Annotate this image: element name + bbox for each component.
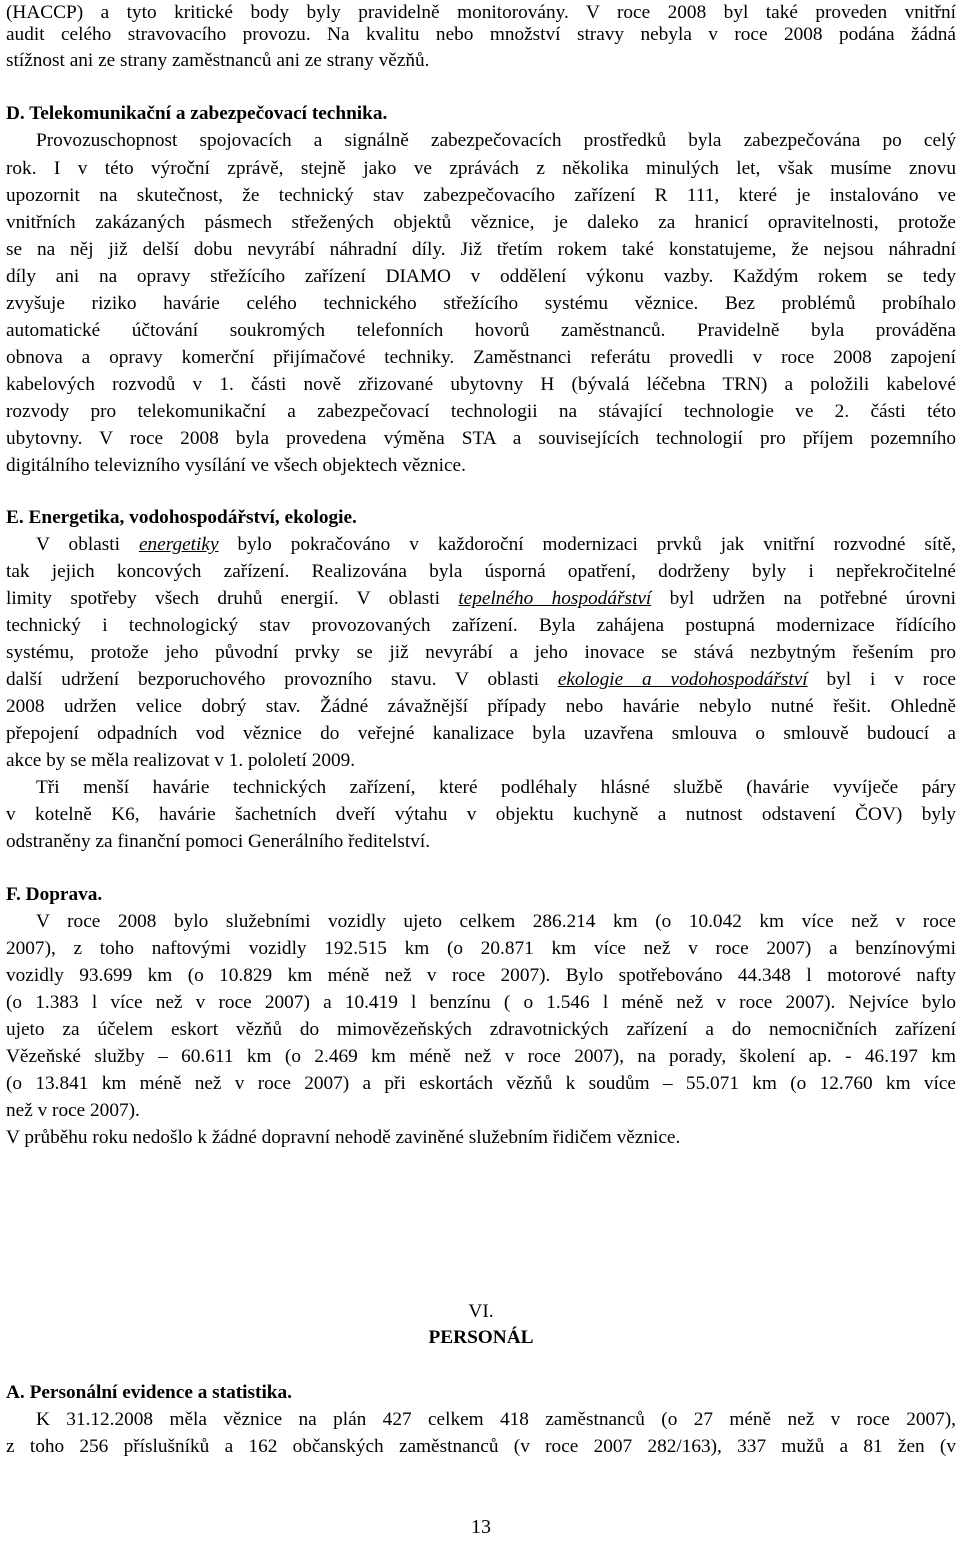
paragraph-line: zvyšuje riziko havárie celého technického střežícího systému věznice. Bez problémů probíhalo <box>6 293 956 314</box>
paragraph-line: upozornit na skutečnost, že technický stav zabezpečovacího zařízení R 111, které je instalováno ve <box>6 185 956 206</box>
paragraph-line: (o 1.383 l více než v roce 2007) a 10.419 l benzínu ( o 1.546 l méně než v roce 2007). Nejvíce bylo <box>6 992 956 1013</box>
paragraph-line: ujeto za účelem eskort vězňů do mimovězeňských zdravotnických zařízení a do nemocničních zařízení <box>6 1019 956 1040</box>
paragraph-line: kabelových rozvodů v 1. části nově zřizované ubytovny H (bývalá léčebna TRN) a položili kabelové <box>6 374 956 395</box>
section-d-heading: D. Telekomunikační a zabezpečovací technika. <box>6 103 388 124</box>
paragraph-line: limity spotřeby všech druhů energií. V oblasti tepelného hospodářství byl udržen na potřebné úrovni <box>6 588 956 609</box>
paragraph-line: přepojení odpadních vod věznice do veřejné kanalizace byla uzavřena smlouva o smlouvě budoucí a <box>6 723 956 744</box>
paragraph-line: 2007), z toho naftovými vozidly 192.515 km (o 20.871 km více než v roce 2007) a benzínovými <box>6 938 956 959</box>
chapter-number: VI. <box>468 1301 494 1322</box>
section-e-heading: E. Energetika, vodohospodářství, ekologie. <box>6 507 357 528</box>
paragraph-line: než v roce 2007). <box>6 1100 140 1121</box>
page-number: 13 <box>471 1516 491 1538</box>
paragraph-line: rozvody pro telekomunikační a zabezpečovací technologii na stávající technologie ve 2. části této <box>6 401 956 422</box>
paragraph-line: odstraněny za finanční pomoci Generálního ředitelství. <box>6 831 431 852</box>
document-page <box>6 0 956 1537</box>
paragraph-line: V oblasti energetiky bylo pokračováno v každoroční modernizaci prvků jak vnitřní rozvodné sítě, <box>36 534 956 555</box>
ekologie-link: ekologie a vodohospodářství <box>557 669 808 690</box>
paragraph-line: vozidly 93.699 km (o 10.829 km méně než v roce 2007). Bylo spotřebováno 44.348 l motorové nafty <box>6 965 956 986</box>
paragraph-line: audit celého stravovacího provozu. Na kvalitu nebo množství stravy nebyla v roce 2008 podána žádná <box>6 24 956 45</box>
chapter-title: PERSONÁL <box>428 1327 534 1348</box>
paragraph-line: další udržení bezporuchového provozního stavu. V oblasti ekologie a vodohospodářství byl i v roce <box>6 669 956 690</box>
paragraph-line: 2008 udržen velice dobrý stav. Žádné závažnější případy nebo havárie nebylo nutné řešit. Ohledně <box>6 696 956 717</box>
paragraph-line: systému, protože jeho původní prvky se již nevyrábí a jeho inovace se stává nezbytným řešením pro <box>6 642 956 663</box>
paragraph-line: rok. I v této výroční zprávě, stejně jako ve zprávách z několika minulých let, však musíme znovu <box>6 158 956 179</box>
paragraph-line: automatické účtování soukromých telefonních hovorů zaměstnanců. Pravidelně byla prováděna <box>6 320 956 341</box>
paragraph-line: se na něj již delší dobu nevyrábí náhradní díly. Již třetím rokem také konstatujeme, že nejsou náhradní <box>6 239 956 260</box>
paragraph-line: (o 13.841 km méně než v roce 2007) a při eskortách vězňů k soudům – 55.071 km (o 12.760 km více <box>6 1073 956 1094</box>
paragraph-line: vnitřních zakázaných pásmech střežených objektů věznice, je daleko za hranicí opravitelnosti, protože <box>6 212 956 233</box>
paragraph-line: z toho 256 příslušníků a 162 občanských zaměstnanců (v roce 2007 282/163), 337 mužů a 81 žen (v <box>6 1436 956 1457</box>
section-f-heading: F. Doprava. <box>6 884 103 905</box>
paragraph-line: (HACCP) a tyto kritické body byly pravidelně monitorovány. V roce 2008 byl také proveden vnitřní <box>6 2 956 23</box>
paragraph-line: akce by se měla realizovat v 1. pololetí 2009. <box>6 750 356 771</box>
paragraph-line: Tři menší havárie technických zařízení, které podléhaly hlásné službě (havárie vyvíječe páry <box>36 777 956 798</box>
paragraph-line: V průběhu roku nedošlo k žádné dopravní nehodě zaviněné služebním řidičem věznice. <box>6 1127 681 1148</box>
tepelne-hospodarstvi-link: tepelného hospodářství <box>458 588 652 609</box>
paragraph-line: obnova a opravy komerční přijímačové techniky. Zaměstnanci referátu provedli v roce 2008 zapojení <box>6 347 956 368</box>
paragraph-line: digitálního televizního vysílání ve všech objektech věznice. <box>6 455 466 476</box>
paragraph-line: tak jejich koncových zařízení. Realizována byla úsporná opatření, dodrženy byly i nepřekročitelné <box>6 561 956 582</box>
section-a-heading: A. Personální evidence a statistika. <box>6 1382 292 1403</box>
paragraph-line: K 31.12.2008 měla věznice na plán 427 celkem 418 zaměstnanců (o 27 méně než v roce 2007), <box>36 1409 956 1430</box>
paragraph-line: Vězeňské služby – 60.611 km (o 2.469 km méně než v roce 2007), na porady, školení ap. - 46.197 km <box>6 1046 956 1067</box>
paragraph-line: ubytovny. V roce 2008 byla provedena výměna STA a souvisejících technologií pro příjem pozemního <box>6 428 956 449</box>
paragraph-line: díly ani na opravy střežícího zařízení DIAMO v oddělení výkonu vazby. Každým rokem se tedy <box>6 266 956 287</box>
paragraph-line: Provozuschopnost spojovacích a signálně zabezpečovacích prostředků byla zabezpečována po celý <box>36 130 956 151</box>
paragraph-line: stížnost ani ze strany zaměstnanců ani ze strany vězňů. <box>6 50 430 71</box>
paragraph-line: V roce 2008 bylo služebními vozidly ujeto celkem 286.214 km (o 10.042 km více než v roce <box>36 911 956 932</box>
energetiky-link: energetiky <box>138 534 219 555</box>
paragraph-line: technický i technologický stav provozovaných zařízení. Byla zahájena postupná modernizace řídícího <box>6 615 956 636</box>
paragraph-line: v kotelně K6, havárie šachetních dveří výtahu v objektu kuchyně a nutnost odstavení ČOV) byly <box>6 804 956 825</box>
